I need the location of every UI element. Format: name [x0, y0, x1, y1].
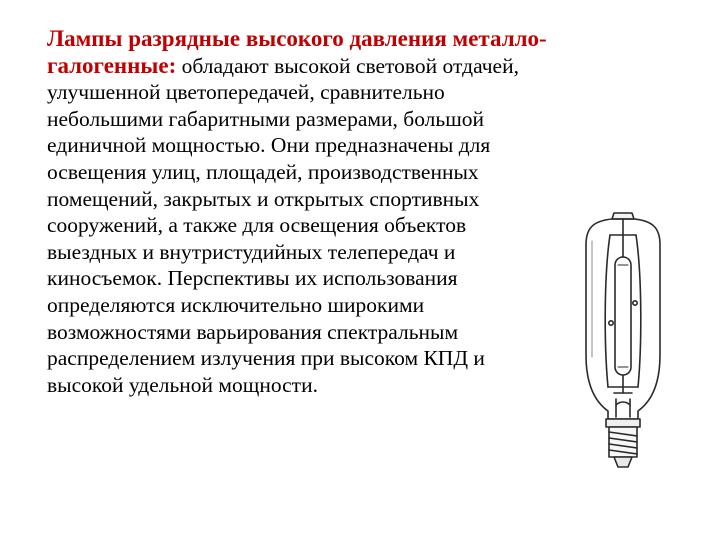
slide-paragraph [47, 26, 557, 398]
slide-body-text: обладают высокой световой отдачей, улучшенной цветопередачей, сравнительно небольшими габаритными размерами, большой единичной мощностью. Они предназначены для освещения улиц, площадей, производственных помещений, закрытых и открытых спортивных сооружений, а также для освещения объектов выездных и внутристудийных телепередач и киносъемок. Перспективы их использования определяются исключительно широкими возможностями варьирования спектральным распределением излучения при высоком КПД и высокой удельной мощности. [47, 53, 519, 397]
slide-heading: Лампы разрядные высокого давления металло-галогенные: [47, 26, 547, 78]
metal-halide-lamp-icon [578, 205, 668, 475]
